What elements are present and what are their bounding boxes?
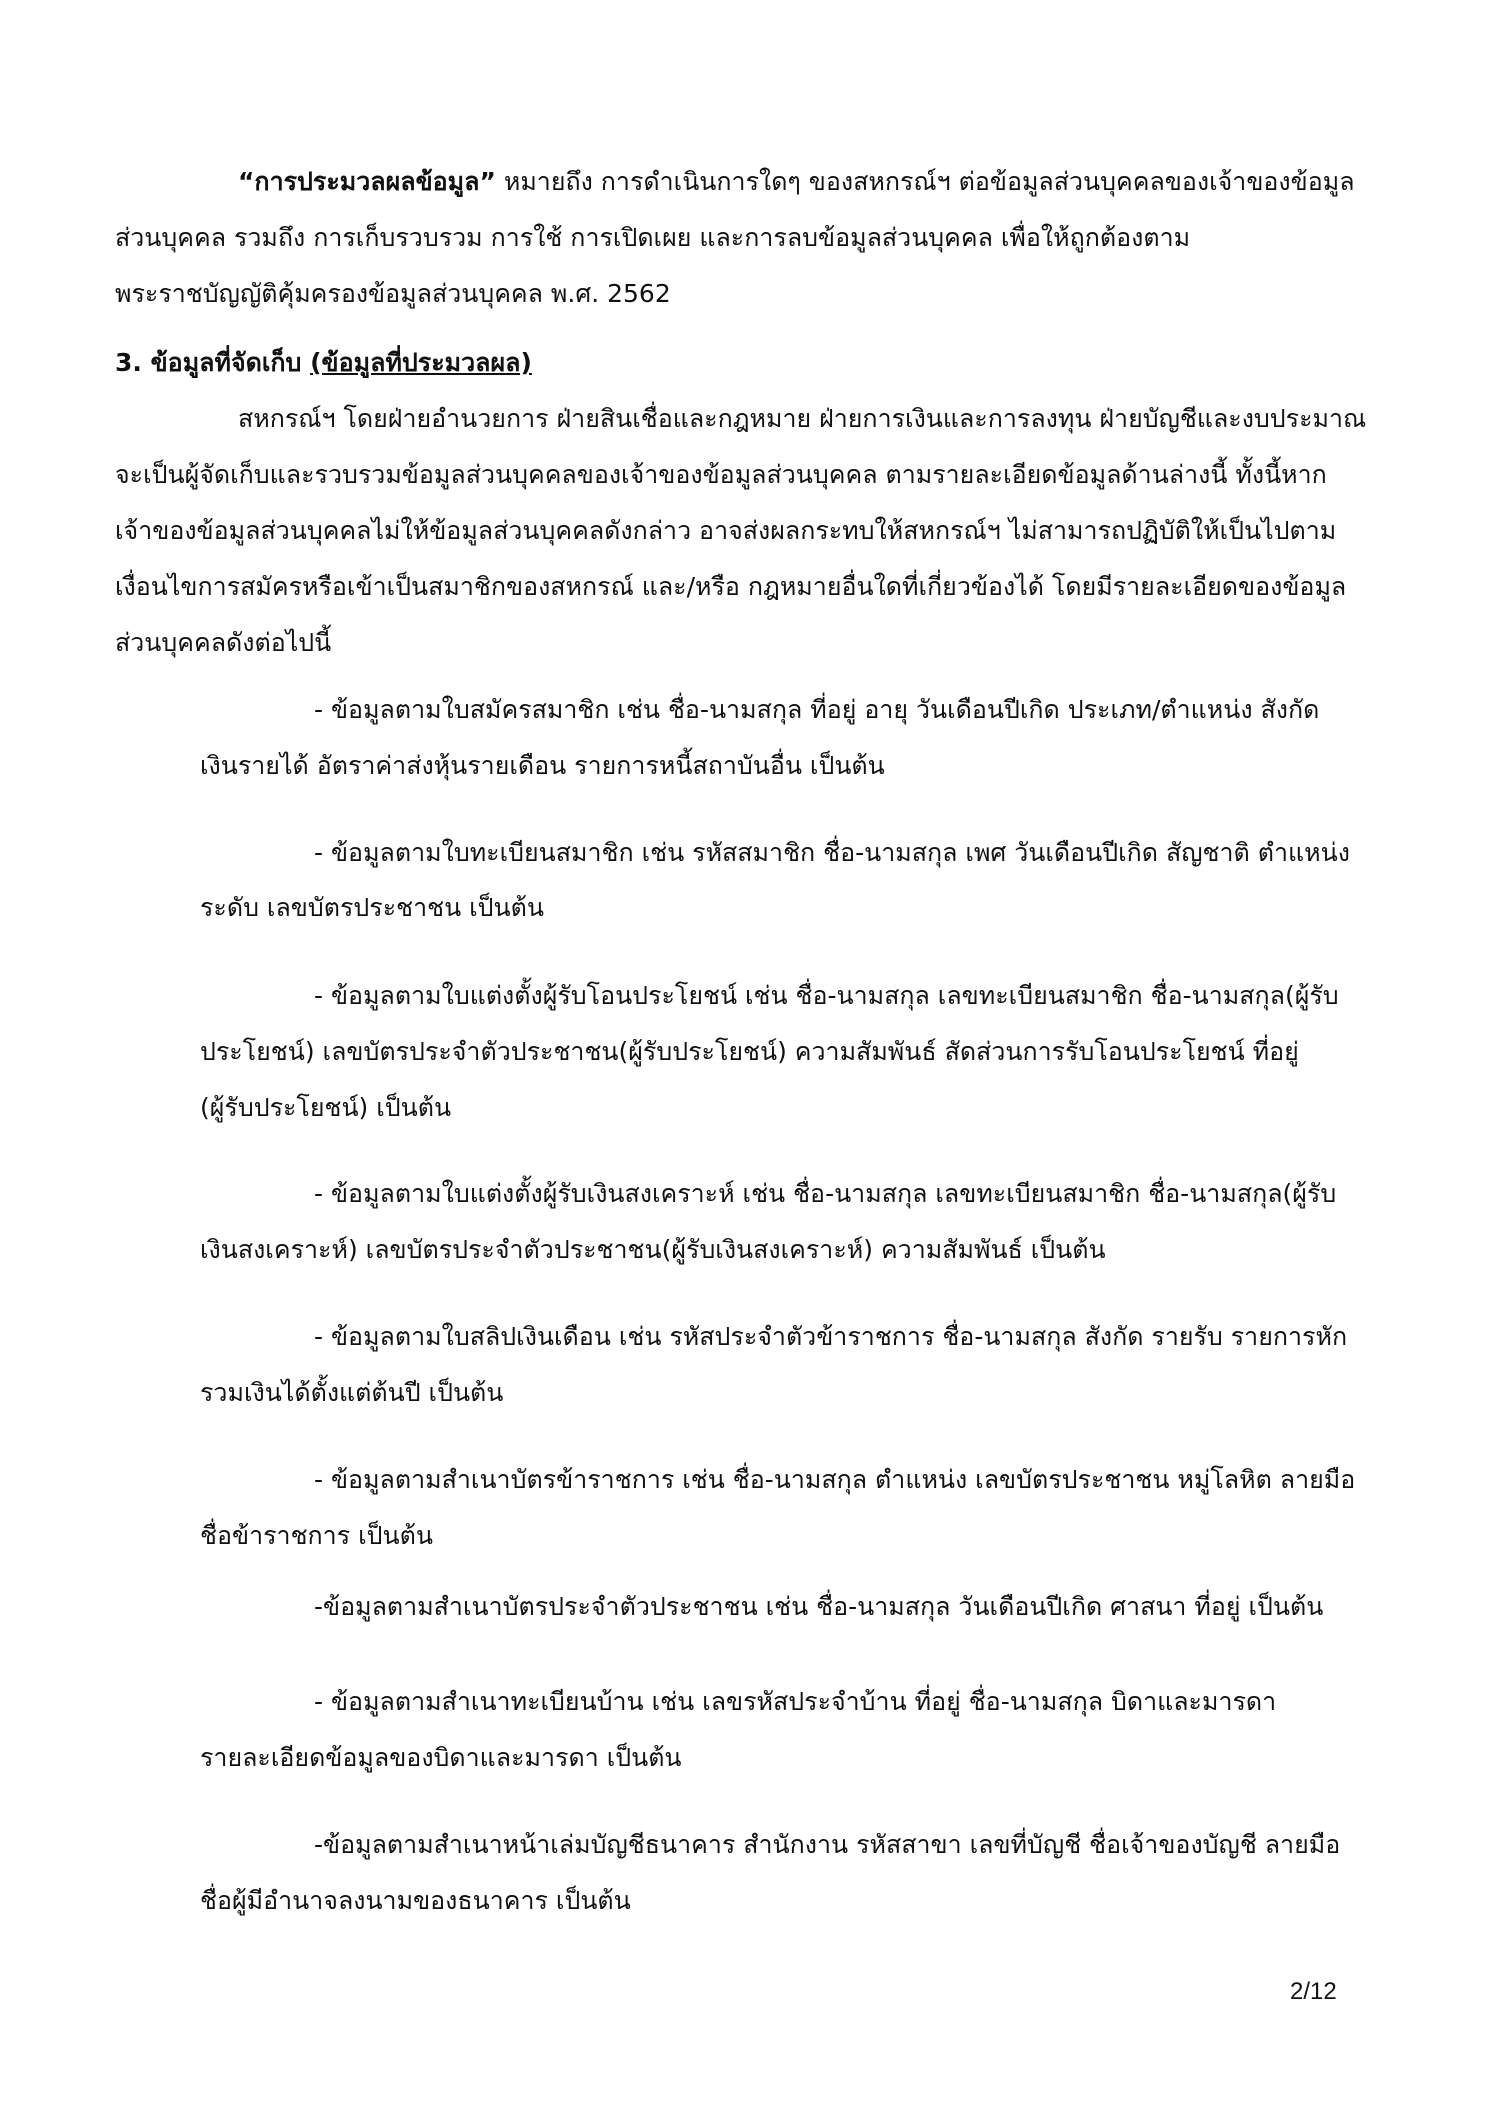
section-paragraph-line: เจ้าของข้อมูลส่วนบุคคลไม่ให้ข้อมูลส่วนบุคคลดังกล่าว อาจส่งผลกระทบให้สหกรณ์ฯ ไม่สามารถปฏิบัติให้เป็นไปตาม — [115, 516, 1337, 545]
list-item-line: (ผู้รับประโยชน์) เป็นต้น — [200, 1093, 452, 1122]
list-item-line: รายละเอียดข้อมูลของบิดาและมารดา เป็นต้น — [200, 1743, 682, 1772]
list-item-line: ระดับ เลขบัตรประชาชน เป็นต้น — [200, 893, 544, 922]
definition-line-1: “การประมวลผลข้อมูล” หมายถึง การดำเนินการใดๆ ของสหกรณ์ฯ ต่อข้อมูลส่วนบุคคลของเจ้าของข้อมูล — [238, 167, 1355, 196]
list-item-line: ชื่อผู้มีอำนาจลงนามของธนาคาร เป็นต้น — [200, 1886, 631, 1915]
list-item-line: - ข้อมูลตามสำเนาบัตรข้าราชการ เช่น ชื่อ-นามสกุล ตำแหน่ง เลขบัตรประชาชน หมู่โลหิต ลายมือ — [314, 1465, 1356, 1494]
list-item-line: เงินสงเคราะห์) เลขบัตรประจำตัวประชาชน(ผู้รับเงินสงเคราะห์) ความสัมพันธ์ เป็นต้น — [200, 1235, 1106, 1264]
list-item-line: - ข้อมูลตามใบแต่งตั้งผู้รับโอนประโยชน์ เช่น ชื่อ-นามสกุล เลขทะเบียนสมาชิก ชื่อ-นามสกุล(ผู้รับ — [314, 981, 1339, 1010]
section-paragraph-line: ส่วนบุคคลดังต่อไปนี้ — [115, 628, 332, 657]
list-item-line: - ข้อมูลตามใบทะเบียนสมาชิก เช่น รหัสสมาชิก ชื่อ-นามสกุล เพศ วันเดือนปีเกิด สัญชาติ ตำแหน่ง — [314, 838, 1350, 867]
list-item-line: - ข้อมูลตามสำเนาทะเบียนบ้าน เช่น เลขรหัสประจำบ้าน ที่อยู่ ชื่อ-นามสกุล บิดาและมารดา — [314, 1687, 1277, 1716]
section-paragraph-line: เงื่อนไขการสมัครหรือเข้าเป็นสมาชิกของสหกรณ์ และ/หรือ กฎหมายอื่นใดที่เกี่ยวข้องได้ โดยมีรายละเอียดของข้อมูล — [115, 572, 1347, 601]
list-item-line: ชื่อข้าราชการ เป็นต้น — [200, 1521, 433, 1550]
list-item-line: -ข้อมูลตามสำเนาบัตรประจำตัวประชาชน เช่น ชื่อ-นามสกุล วันเดือนปีเกิด ศาสนา ที่อยู่ เป็นต้น — [314, 1592, 1324, 1621]
section-heading: 3. ข้อมูลที่จัดเก็บ (ข้อมูลที่ประมวลผล) — [115, 348, 532, 377]
definition-line-3: พระราชบัญญัติคุ้มครองข้อมูลส่วนบุคคล พ.ศ. 2562 — [115, 279, 671, 308]
list-item-line: ประโยชน์) เลขบัตรประจำตัวประชาชน(ผู้รับประโยชน์) ความสัมพันธ์ สัดส่วนการรับโอนประโยชน์ ที่อยู่ — [200, 1037, 1299, 1066]
list-item-line: รวมเงินได้ตั้งแต่ต้นปี เป็นต้น — [200, 1378, 504, 1407]
page-number: 2/12 — [1290, 1978, 1337, 2005]
definition-term: “การประมวลผลข้อมูล” — [238, 167, 496, 196]
list-item-line: เงินรายได้ อัตราค่าส่งหุ้นรายเดือน รายการหนี้สถาบันอื่น เป็นต้น — [200, 751, 885, 780]
list-item-line: -ข้อมูลตามสำเนาหน้าเล่มบัญชีธนาคาร สำนักงาน รหัสสาขา เลขที่บัญชี ชื่อเจ้าของบัญชี ลายมือ — [314, 1830, 1341, 1859]
list-item-line: - ข้อมูลตามใบแต่งตั้งผู้รับเงินสงเคราะห์ เช่น ชื่อ-นามสกุล เลขทะเบียนสมาชิก ชื่อ-นามสกุล(ผู้รับ — [314, 1179, 1337, 1208]
list-item-line: - ข้อมูลตามใบสมัครสมาชิก เช่น ชื่อ-นามสกุล ที่อยู่ อายุ วันเดือนปีเกิด ประเภท/ตำแหน่ง สังกัด — [314, 695, 1320, 724]
definition-line-2: ส่วนบุคคล รวมถึง การเก็บรวบรวม การใช้ การเปิดเผย และการลบข้อมูลส่วนบุคคล เพื่อให้ถูกต้องตาม — [115, 223, 1191, 252]
list-item-line: - ข้อมูลตามใบสลิปเงินเดือน เช่น รหัสประจำตัวข้าราชการ ชื่อ-นามสกุล สังกัด รายรับ รายการหัก — [314, 1322, 1348, 1351]
section-paragraph-line: จะเป็นผู้จัดเก็บและรวบรวมข้อมูลส่วนบุคคลของเจ้าของข้อมูลส่วนบุคคล ตามรายละเอียดข้อมูลด้านล่างนี้ ทั้งนี้หาก — [115, 460, 1327, 489]
section-paragraph-line: สหกรณ์ฯ โดยฝ่ายอำนวยการ ฝ่ายสินเชื่อและกฎหมาย ฝ่ายการเงินและการลงทุน ฝ่ายบัญชีและงบประมาณ — [238, 404, 1367, 433]
